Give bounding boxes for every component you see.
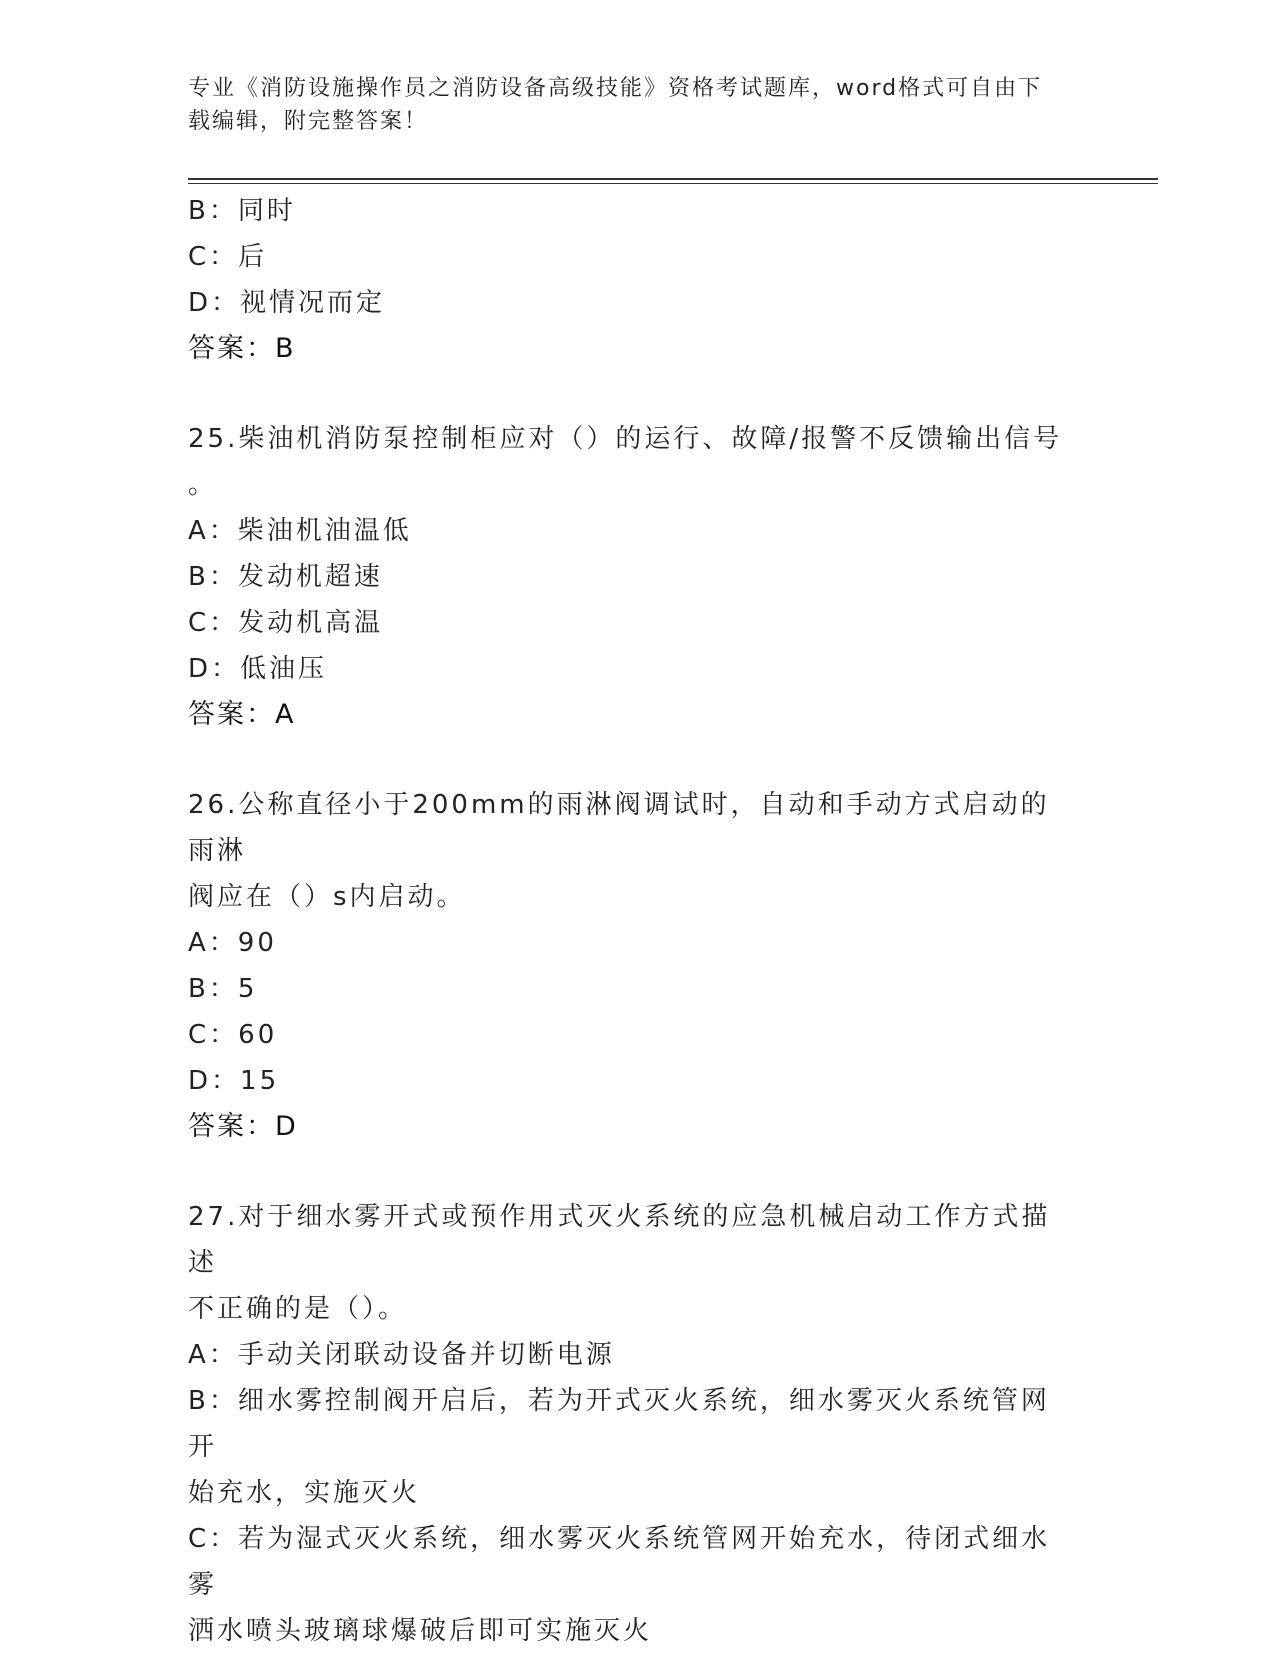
answer: 答案：D — [188, 1111, 298, 1142]
header-rule-thin — [188, 183, 1158, 184]
option-d: D：低油压 — [188, 654, 328, 684]
question-text-cont: 。 — [188, 470, 218, 500]
question-25 — [188, 416, 1078, 738]
answer: 答案：B — [188, 333, 296, 364]
prev-question — [188, 188, 1078, 372]
question-text: 26.公称直径小于200mm的雨淋阀调试时，自动和手动方式启动的雨淋 — [188, 790, 1050, 866]
question-26 — [188, 782, 1078, 1150]
option-b: B：细水雾控制阀开启后，若为开式灭火系统，细水雾灭火系统管网开 — [188, 1386, 1050, 1462]
option-b: B：同时 — [188, 196, 296, 226]
option-a: A：90 — [188, 928, 277, 958]
option-d: D：视情况而定 — [188, 288, 386, 318]
spacer — [188, 738, 1078, 782]
question-text-cont: 不正确的是（）。 — [188, 1294, 408, 1324]
option-a: A：手动关闭联动设备并切断电源 — [188, 1340, 615, 1370]
option-b: B：发动机超速 — [188, 562, 383, 592]
header-line-2: 载编辑，附完整答案！ — [188, 109, 429, 134]
option-c: C：60 — [188, 1020, 278, 1050]
option-d: D：15 — [188, 1066, 280, 1096]
question-text: 27.对于细水雾开式或预作用式灭火系统的应急机械启动工作方式描述 — [188, 1202, 1051, 1278]
spacer — [188, 1150, 1078, 1194]
question-text-cont: 阀应在（）s内启动。 — [188, 882, 466, 912]
option-c: C：后 — [188, 242, 268, 272]
option-b: B：5 — [188, 974, 258, 1004]
option-a: A：柴油机油温低 — [188, 516, 412, 546]
question-content — [188, 188, 1078, 1654]
option-c-cont: 洒水喷头玻璃球爆破后即可实施灭火 — [188, 1616, 653, 1646]
answer: 答案：A — [188, 699, 296, 730]
option-b-cont: 始充水，实施灭火 — [188, 1478, 421, 1508]
document-header — [188, 72, 1068, 138]
header-rule-thick — [188, 178, 1158, 180]
question-27 — [188, 1194, 1078, 1654]
header-line-1: 专业《消防设施操作员之消防设备高级技能》资格考试题库，word格式可自由下 — [188, 76, 1043, 101]
option-c: C：发动机高温 — [188, 608, 384, 638]
question-text: 25.柴油机消防泵控制柜应对（）的运行、故障/报警不反馈输出信号 — [188, 424, 1063, 454]
option-c: C：若为湿式灭火系统，细水雾灭火系统管网开始充水，待闭式细水雾 — [188, 1524, 1051, 1600]
spacer — [188, 372, 1078, 416]
